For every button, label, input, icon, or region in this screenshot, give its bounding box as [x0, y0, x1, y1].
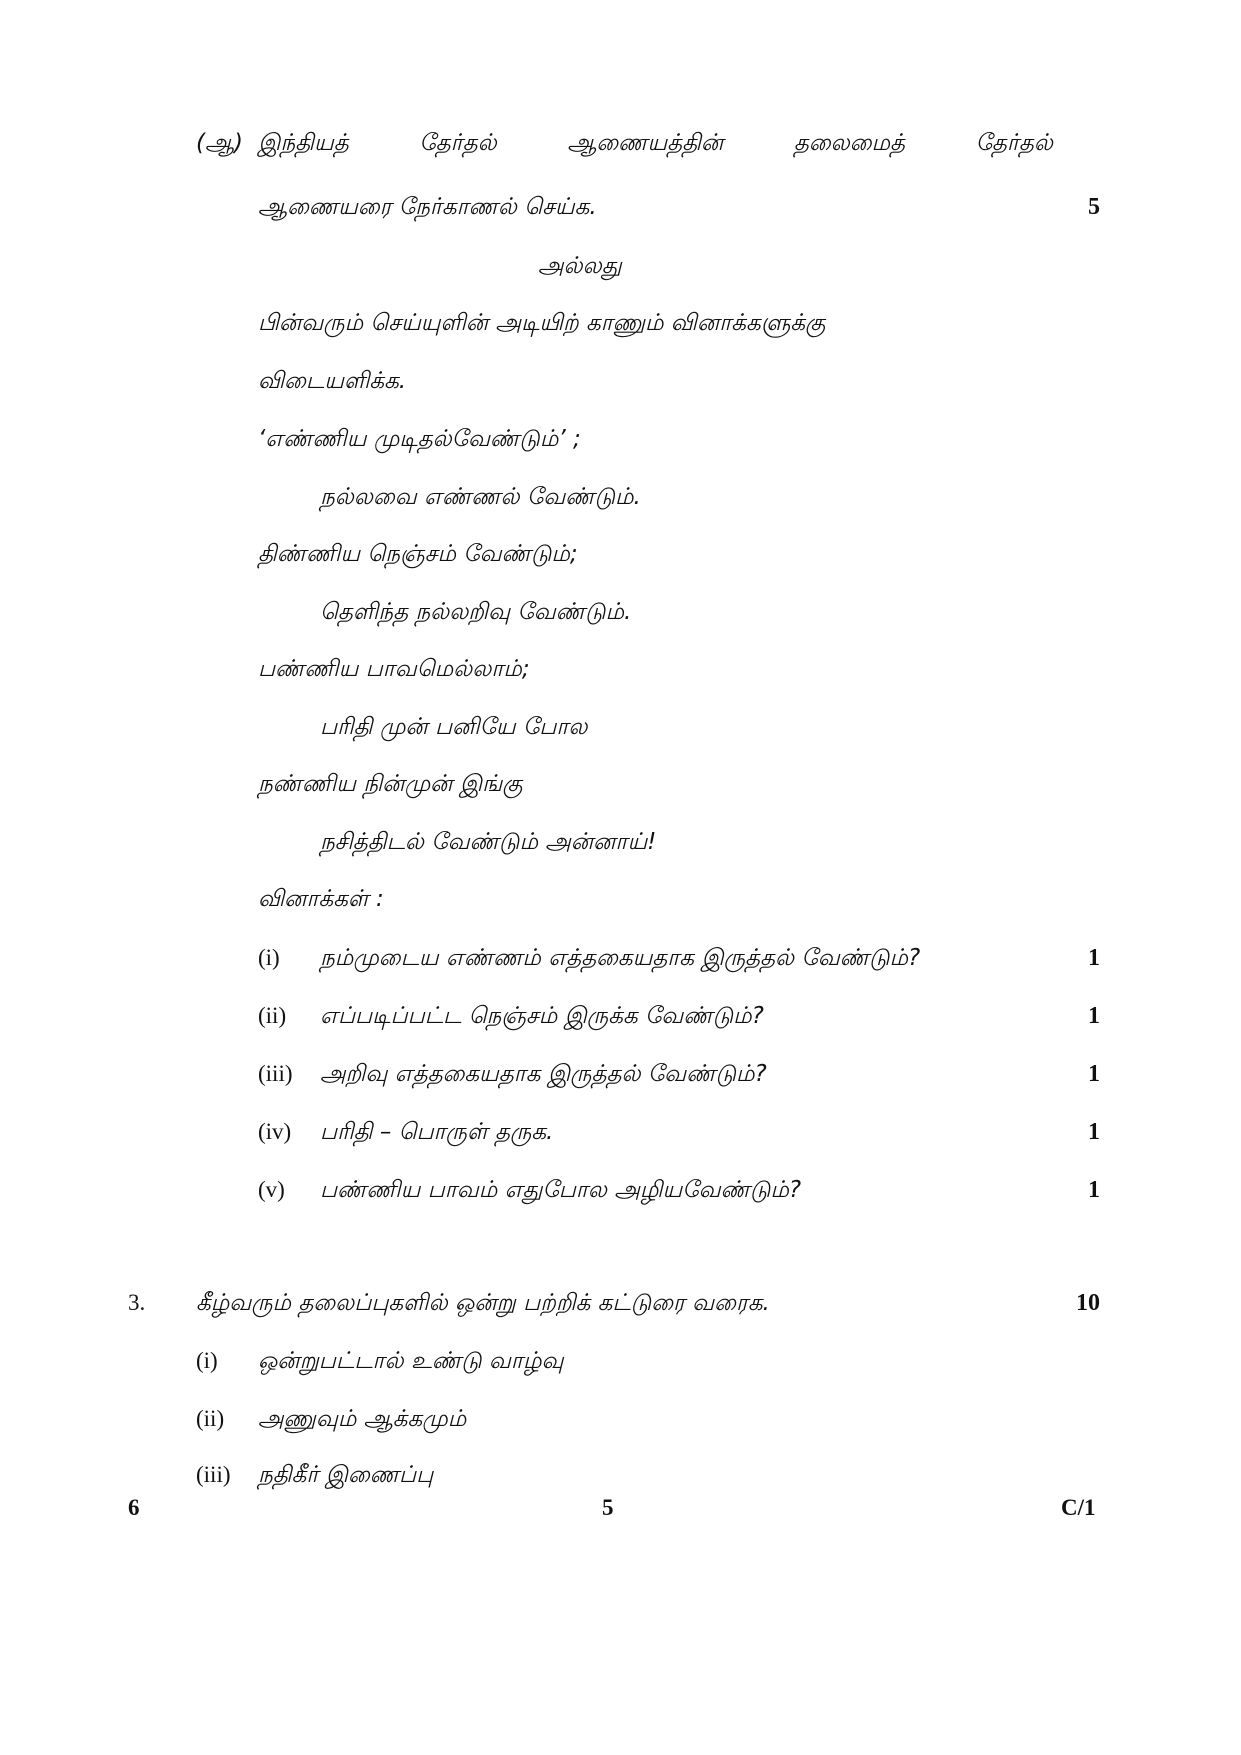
q2b-line2: ஆணையரை நேர்காணல் செய்க.	[258, 194, 597, 220]
question-text: எப்படிப்பட்ட நெஞ்சம் இருக்க வேண்டும்?	[320, 1003, 764, 1029]
question-text: அறிவு எத்தகையதாக இருத்தல் வேண்டும்?	[320, 1061, 767, 1087]
poem-line: நசித்திடல் வேண்டும் அன்னாய்!	[320, 829, 657, 855]
q3-option-number: (ii)	[196, 1406, 225, 1431]
q3-marks: 10	[1076, 1290, 1100, 1316]
questions-label: வினாக்கள் :	[258, 886, 384, 912]
q2b-line1	[258, 128, 1053, 158]
q2b-label: (ஆ)	[196, 130, 244, 156]
q3-number: 3.	[128, 1290, 146, 1315]
footer-left: 6	[128, 1495, 140, 1520]
question-marks: 1	[1088, 1061, 1100, 1087]
or-label: அல்லது	[538, 253, 622, 279]
poem-line: பரிதி முன் பனியே போல	[320, 714, 588, 740]
q2b-word: இந்தியத்	[258, 130, 349, 156]
footer-right: C/1	[1061, 1495, 1096, 1520]
q2b-word: தேர்தல்	[975, 130, 1053, 156]
question-number: (i)	[258, 945, 280, 970]
q3-text: கீழ்வரும் தலைப்புகளில் ஒன்று பற்றிக் கட்டுரை வரைக.	[196, 1290, 770, 1316]
footer-page-number: 5	[602, 1495, 614, 1520]
poem-line: பண்ணிய பாவமெல்லாம்;	[258, 656, 530, 682]
question-text: நம்முடைய எண்ணம் எத்தகையதாக இருத்தல் வேண்டும்?	[320, 945, 921, 971]
q2b-word: ஆணையத்தின்	[567, 130, 724, 156]
poem-line: நல்லவை எண்ணல் வேண்டும்.	[320, 484, 641, 510]
question-text: பண்ணிய பாவம் எதுபோல அழியவேண்டும்?	[320, 1177, 802, 1203]
question-marks: 1	[1088, 1177, 1100, 1203]
q2b-word: தேர்தல்	[419, 130, 497, 156]
poem-intro-line2: விடையளிக்க.	[258, 368, 407, 394]
question-text: பரிதி – பொருள் தருக.	[320, 1119, 554, 1145]
q2b-marks: 5	[1088, 194, 1100, 220]
poem-line: திண்ணிய நெஞ்சம் வேண்டும்;	[258, 541, 578, 567]
question-number: (iv)	[258, 1119, 292, 1144]
q3-option-number: (iii)	[196, 1462, 231, 1487]
question-number: (iii)	[258, 1061, 293, 1086]
q3-option-number: (i)	[196, 1348, 218, 1373]
question-number: (ii)	[258, 1003, 287, 1028]
question-marks: 1	[1088, 1003, 1100, 1029]
question-number: (v)	[258, 1177, 285, 1202]
question-marks: 1	[1088, 1119, 1100, 1145]
q2b-word: தலைமைத்	[793, 130, 905, 156]
poem-line: தெளிந்த நல்லறிவு வேண்டும்.	[320, 599, 632, 625]
poem-line: நண்ணிய நின்முன் இங்கு	[258, 771, 523, 797]
question-marks: 1	[1088, 945, 1100, 971]
q3-option-text: அணுவும் ஆக்கமும்	[258, 1406, 467, 1432]
q3-option-text: ஒன்றுபட்டால் உண்டு வாழ்வு	[258, 1348, 564, 1374]
poem-line: ‘எண்ணிய முடிதல்வேண்டும்’ ;	[258, 426, 581, 452]
q3-option-text: நதிகீர் இணைப்பு	[258, 1462, 434, 1488]
poem-intro-line1: பின்வரும் செய்யுளின் அடியிற் காணும் வினாக்களுக்கு	[258, 310, 826, 336]
